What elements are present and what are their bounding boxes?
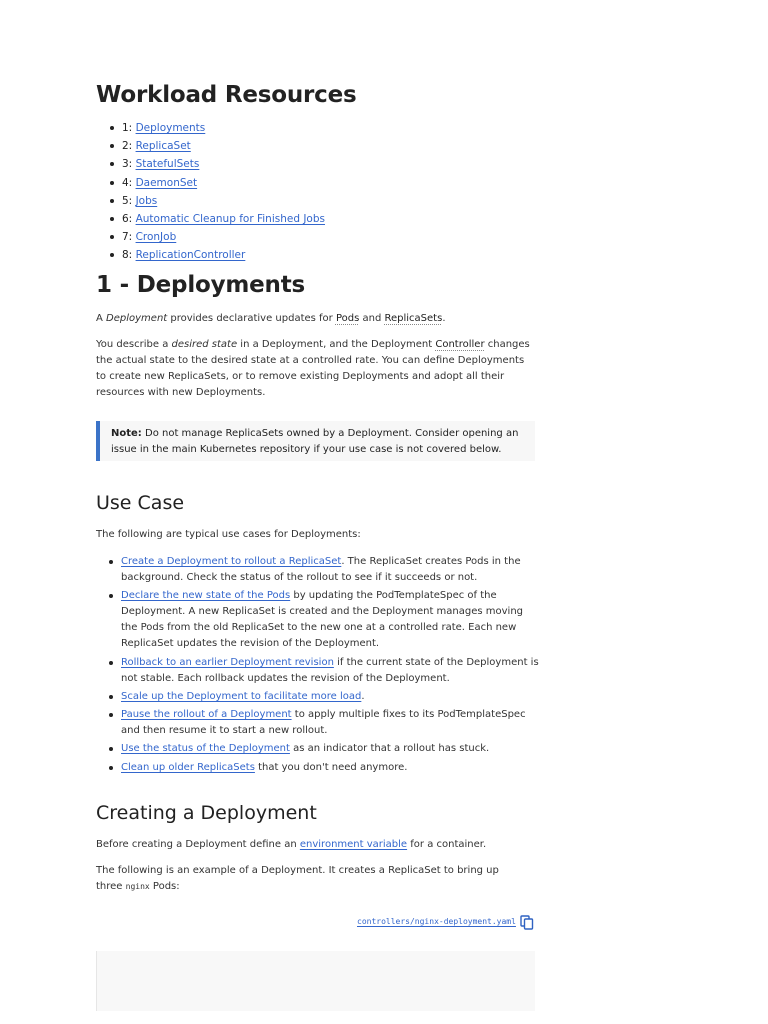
creating-paragraph: Before creating a Deployment define an environment variable for a container. bbox=[96, 839, 487, 850]
table-of-contents bbox=[112, 119, 325, 265]
note-callout bbox=[96, 421, 535, 461]
example-paragraph: The following is an example of a Deployment. It creates a ReplicaSet to bring up three nginx Pods: bbox=[96, 865, 499, 892]
list-item: Create a Deployment to rollout a ReplicaSet. The ReplicaSet creates Pods in the background. Check the status of the rollout to see if it succeeds or not. bbox=[121, 554, 541, 586]
page-title: Workload Resources bbox=[96, 82, 357, 108]
use-case-link[interactable]: Rollback to an earlier Deployment revision bbox=[121, 656, 334, 668]
toc-item: 5: Jobs bbox=[112, 192, 325, 210]
use-case-link[interactable]: Clean up older ReplicaSets bbox=[121, 761, 255, 773]
toc-link-replicaset[interactable]: ReplicaSet bbox=[135, 140, 191, 153]
use-case-link[interactable]: Declare the new state of the Pods bbox=[121, 590, 291, 602]
use-case-link[interactable]: Scale up the Deployment to facilitate more load bbox=[121, 690, 362, 702]
use-case-intro: The following are typical use cases for Deployments: bbox=[96, 529, 361, 540]
glossary-pods[interactable]: Pods bbox=[335, 313, 360, 324]
yaml-file-link[interactable]: controllers/nginx-deployment.yaml bbox=[357, 917, 516, 926]
toc-item: 6: Automatic Cleanup for Finished Jobs bbox=[112, 210, 325, 228]
toc-item: 1: Deployments bbox=[112, 119, 325, 137]
code-block bbox=[96, 951, 535, 1011]
glossary-controller[interactable]: Controller bbox=[435, 339, 485, 350]
use-case-link[interactable]: Use the status of the Deployment bbox=[121, 743, 290, 755]
list-item: Pause the rollout of a Deployment to apply multiple fixes to its PodTemplateSpec and then resume it to start a new rollout. bbox=[121, 707, 541, 739]
toc-item: 7: CronJob bbox=[112, 228, 325, 246]
inline-code: nginx bbox=[125, 882, 150, 891]
glossary-replicasets[interactable]: ReplicaSets bbox=[384, 313, 443, 324]
copy-icon[interactable] bbox=[520, 915, 534, 930]
section-title: 1 - Deployments bbox=[96, 272, 306, 298]
note-label: Note: bbox=[111, 428, 142, 439]
note-text: Do not manage ReplicaSets owned by a Deployment. Consider opening an issue in the main Kubernetes repository if your use case is not covered below. bbox=[111, 428, 519, 455]
toc-link-cronjob[interactable]: CronJob bbox=[135, 231, 177, 244]
use-case-link[interactable]: Create a Deployment to rollout a ReplicaSet bbox=[121, 556, 342, 567]
toc-item: 8: ReplicationController bbox=[112, 246, 325, 264]
toc-link-replicationcontroller[interactable]: ReplicationController bbox=[135, 249, 246, 262]
environment-variable-link[interactable]: environment variable bbox=[299, 839, 408, 850]
toc-item: 4: DaemonSet bbox=[112, 174, 325, 192]
toc-link-statefulsets[interactable]: StatefulSets bbox=[135, 158, 200, 171]
list-item: Declare the new state of the Pods by updating the PodTemplateSpec of the Deployment. A new ReplicaSet is created and the Deployment manages moving the Pods from the old ReplicaSet to the new one at a controlled rate. Each new ReplicaSet updates the revision of the Deployment. bbox=[121, 588, 541, 652]
toc-link-jobs[interactable]: Jobs bbox=[135, 194, 158, 207]
list-item: Rollback to an earlier Deployment revision if the current state of the Deployment is not stable. Each rollback updates the revision of the Deployment. bbox=[121, 655, 541, 687]
use-case-link[interactable]: Pause the rollout of a Deployment bbox=[121, 709, 292, 721]
intro-paragraph: A Deployment provides declarative updates for Pods and ReplicaSets. bbox=[96, 313, 446, 324]
creating-deployment-heading: Creating a Deployment bbox=[96, 802, 317, 824]
toc-item: 2: ReplicaSet bbox=[112, 137, 325, 155]
toc-item: 3: StatefulSets bbox=[112, 155, 325, 173]
list-item: Use the status of the Deployment as an indicator that a rollout has stuck. bbox=[121, 741, 541, 757]
toc-link-deployments[interactable]: Deployments bbox=[135, 122, 206, 134]
toc-link-daemonset[interactable]: DaemonSet bbox=[135, 176, 198, 189]
description-paragraph: You describe a desired state in a Deployment, and the Deployment Controller changes the actual state to the desired state at a controlled rate. You can define Deployments to create new ReplicaSets, or to remove existing Deployments and adopt all their resources with new Deployments. bbox=[96, 339, 530, 398]
use-case-heading: Use Case bbox=[96, 492, 185, 514]
toc-link-automatic-cleanup[interactable]: Automatic Cleanup for Finished Jobs bbox=[135, 212, 325, 225]
list-item: Clean up older ReplicaSets that you don't need anymore. bbox=[121, 760, 541, 776]
list-item: Scale up the Deployment to facilitate more load. bbox=[121, 689, 541, 705]
use-case-list bbox=[121, 554, 541, 778]
